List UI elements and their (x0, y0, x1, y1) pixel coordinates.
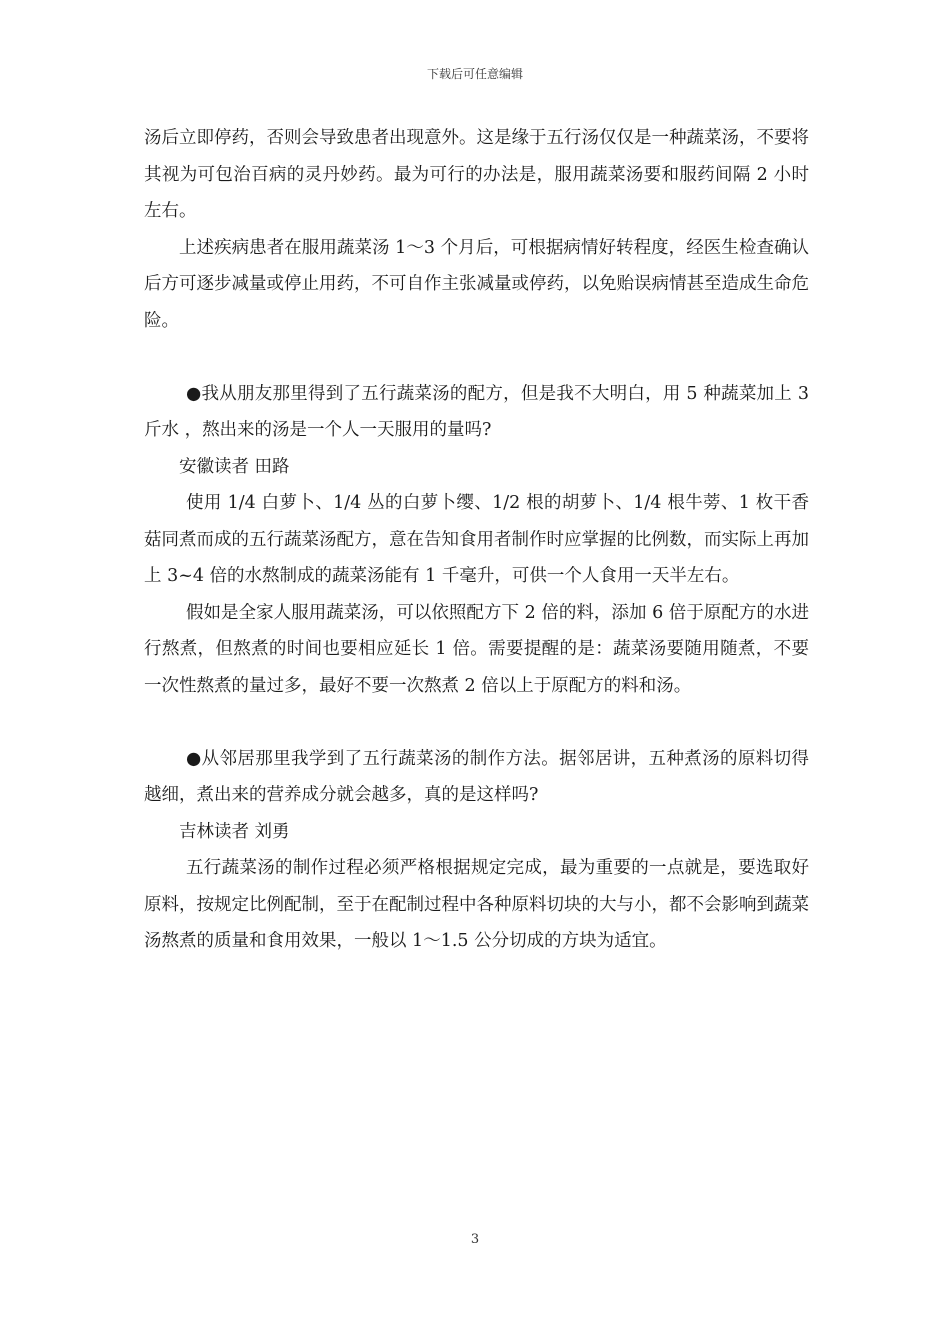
paragraph-gap (144, 704, 809, 741)
question-2-signature: 吉林读者 刘勇 (179, 821, 290, 842)
answer-1-paragraph-2: 假如是全家人服用蔬菜汤，可以依照配方下 2 倍的料，添加 6 倍于原配方的水进行熬煮，但熬煮的时间也要相应延长 1 倍。需要提醒的是：蔬菜汤要随用随煮，不要一次性熬煮的量过多，最好不要一次熬煮 2 倍以上于原配方的料和汤。 (144, 602, 809, 696)
page-header: 下载后可任意编辑 (426, 67, 523, 81)
answer-1-paragraph-1: 使用 1/4 白萝卜、1/4 丛的白萝卜缨、1/2 根的胡萝卜、1/4 根牛蒡、1 枚干香菇同煮而成的五行蔬菜汤配方，意在告知食用者制作时应掌握的比例数，而实际上再加上 3~4 倍的水熬制成的蔬菜汤能有 1 千毫升，可供一个人食用一天半左右。 (144, 493, 809, 586)
paragraph-continuation: 汤后立即停药，否则会导致患者出现意外。这是缘于五行汤仅仅是一种蔬菜汤，不要将其视为可包治百病的灵丹妙药。最为可行的办法是，服用蔬菜汤要和服药间隔 2 小时左右。 (144, 128, 809, 221)
answer-2-paragraph-1: 五行蔬菜汤的制作过程必须严格根据规定完成，最为重要的一点就是，要选取好原料，按规定比例配制，至于在配制过程中各种原料切块的大与小，都不会影响到蔬菜汤熬煮的质量和食用效果，一般以 1～1.5 公分切成的方块为适宜。 (144, 858, 809, 951)
paragraph-advice: 上述疾病患者在服用蔬菜汤 1～3 个月后，可根据病情好转程度，经医生检查确认后方可逐步减量或停止用药，不可自作主张减量或停药，以免贻误病情甚至造成生命危险。 (144, 237, 809, 331)
question-2: ●从邻居那里我学到了五行蔬菜汤的制作方法。据邻居讲，五种煮汤的原料切得越细，煮出来的营养成分就会越多，真的是这样吗? (144, 748, 809, 805)
page-number: 3 (470, 1232, 480, 1247)
question-1: ●我从朋友那里得到了五行蔬菜汤的配方，但是我不大明白，用 5 种蔬菜加上 3 斤水 ，熬出来的汤是一个人一天服用的量吗? (144, 383, 809, 440)
question-1-signature: 安徽读者 田路 (179, 456, 290, 477)
paragraph-gap (144, 339, 809, 376)
document-body (144, 120, 809, 960)
